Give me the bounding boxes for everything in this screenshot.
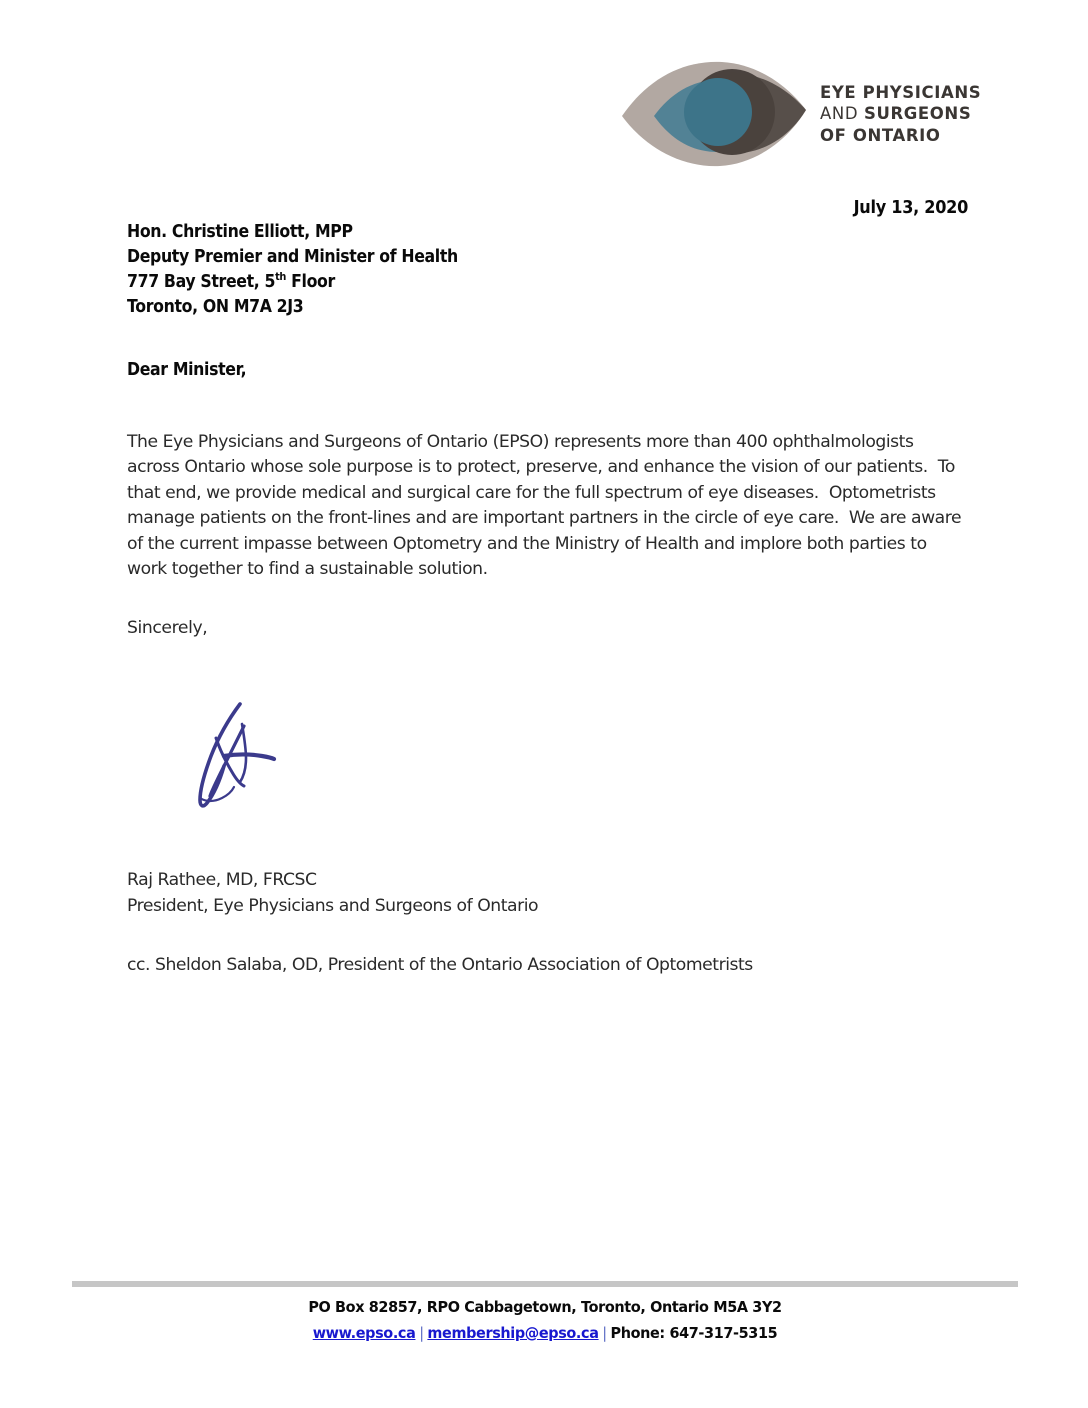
footer-separator-2: | xyxy=(602,1324,607,1342)
addressee-title: Deputy Premier and Minister of Health xyxy=(127,247,458,267)
logo-wordmark-line-1 xyxy=(820,82,981,103)
eye-logo-icon xyxy=(618,54,810,174)
footer-contact-row xyxy=(105,1320,985,1346)
cc-line: cc. Sheldon Salaba, OD, President of the Ontario Association of Optometrists xyxy=(127,955,753,975)
street-pre: 777 Bay Street, 5 xyxy=(127,272,276,292)
closing-line: Sincerely, xyxy=(127,618,208,638)
salutation: Dear Minister, xyxy=(127,360,247,380)
addressee-city: Toronto, ON M7A 2J3 xyxy=(127,297,304,317)
email-link[interactable]: membership@epso.ca xyxy=(427,1324,599,1342)
letterhead xyxy=(618,52,1018,176)
street-post: Floor xyxy=(286,272,335,292)
logo-wordmark xyxy=(820,82,981,146)
footer-divider xyxy=(72,1281,1018,1287)
footer-separator-1: | xyxy=(419,1324,424,1342)
logo-word-of-ontario: OF ONTARIO xyxy=(820,125,941,145)
addressee-block xyxy=(127,220,767,320)
footer-phone: Phone: 647-317-5315 xyxy=(610,1324,778,1342)
letter-date: July 13, 2020 xyxy=(853,198,968,218)
addressee-street xyxy=(127,270,703,295)
logo-word-surgeons: SURGEONS xyxy=(864,104,972,124)
footer-address: PO Box 82857, RPO Cabbagetown, Toronto, Ontario M5A 3Y2 xyxy=(308,1298,782,1316)
footer xyxy=(72,1294,1018,1346)
addressee-name: Hon. Christine Elliott, MPP xyxy=(127,222,353,242)
street-ordinal-suffix: th xyxy=(275,270,287,284)
logo-wordmark-line-2 xyxy=(820,103,981,124)
logo-word-and: AND xyxy=(820,104,859,124)
signer-name: Raj Rathee, MD, FRCSC xyxy=(127,870,317,890)
signer-title: President, Eye Physicians and Surgeons of Ontario xyxy=(127,895,539,916)
letter-body-paragraph: The Eye Physicians and Surgeons of Ontario (EPSO) represents more than 400 ophthalmologists across Ontario whose sole purpose is to protect, preserve, and enhance the vision of our patients. To that end, we provide medical and surgical care for the full spectrum of eye diseases. Optometrists manage patients on the front-lines and are important partners in the circle of eye care. We are aware of the current impasse between Optometry and the Ministry of Health and implore both parties to work together to find a sustainable solution. xyxy=(127,432,967,580)
handwritten-signature-icon xyxy=(176,690,306,820)
logo-wordmark-line-3 xyxy=(820,125,981,146)
signature-block xyxy=(127,868,538,919)
logo-word-eye-physicians: EYE PHYSICIANS xyxy=(820,82,982,102)
website-link[interactable]: www.epso.ca xyxy=(312,1324,416,1342)
